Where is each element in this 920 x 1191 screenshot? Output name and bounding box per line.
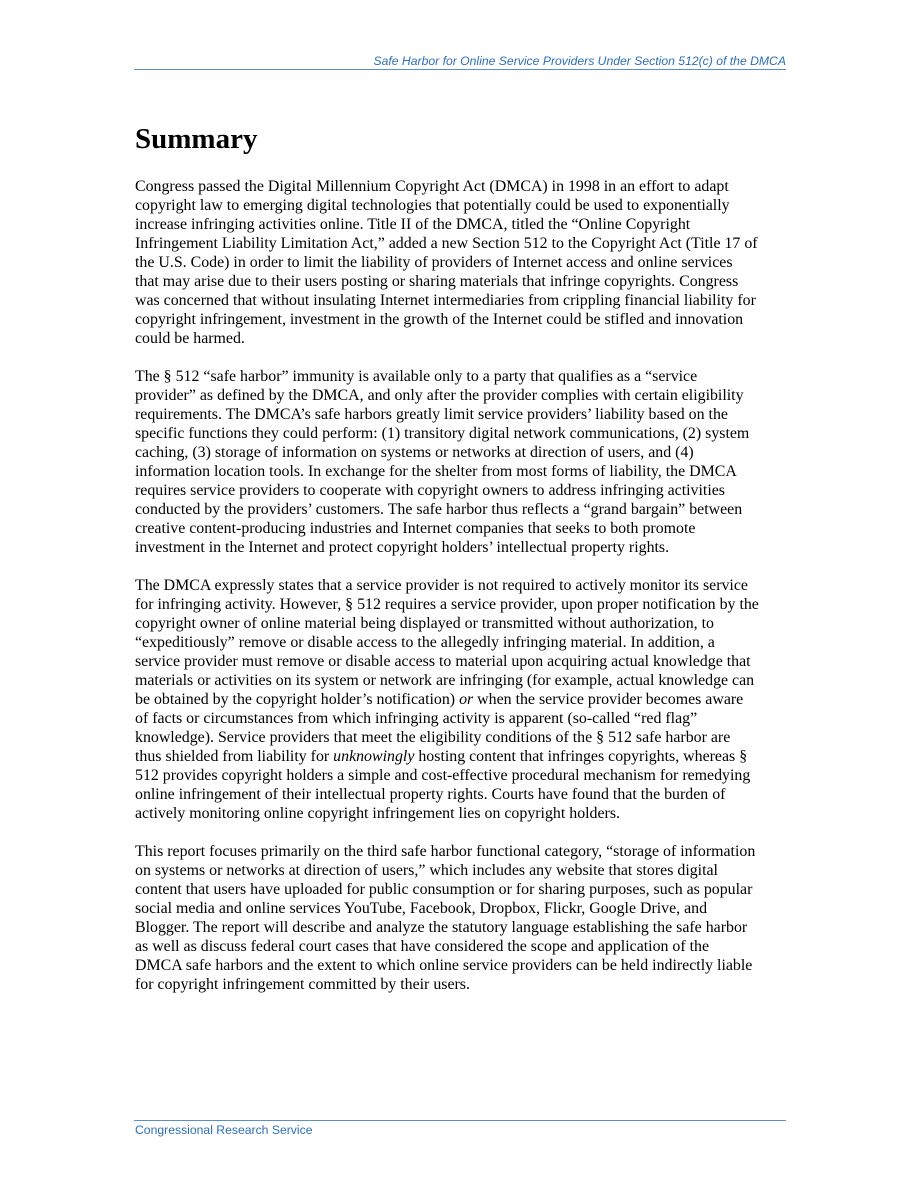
text-line: [135, 614, 790, 633]
text-line: [135, 785, 790, 804]
text-line: [135, 367, 790, 386]
paragraph: [135, 842, 790, 994]
text-run: 512 provides copyright holders a simple and cost-effective procedural mechanism for remedying: [135, 767, 751, 784]
text-line: [135, 804, 790, 823]
text-run: social media and online services YouTube, Facebook, Dropbox, Flickr, Google Drive, and: [135, 900, 708, 917]
text-line: [135, 766, 790, 785]
text-run: investment in the Internet and protect copyright holders’ intellectual property rights.: [135, 539, 670, 556]
text-line: [135, 861, 790, 880]
text-run: when the service provider becomes aware: [473, 691, 744, 708]
text-run: requires service providers to cooperate with copyright owners to address infringing activities: [135, 482, 725, 499]
text-run: be obtained by the copyright holder’s notification): [135, 691, 460, 708]
header-rule: [134, 69, 786, 70]
text-line: [135, 899, 790, 918]
text-run: for copyright infringement committed by their users.: [135, 976, 470, 993]
text-run: thus shielded from liability for: [135, 748, 334, 765]
text-run: copyright law to emerging digital technologies that potentially could be used to exponentially: [135, 197, 730, 214]
running-footer: Congressional Research Service: [135, 1123, 313, 1137]
text-line: [135, 310, 790, 329]
text-line: [135, 918, 790, 937]
text-line: [135, 937, 790, 956]
text-line: [135, 405, 790, 424]
text-run: for infringing activity. However, § 512 requires a service provider, upon proper notification by the: [135, 596, 759, 613]
text-run: that may arise due to their users posting or sharing materials that infringe copyrights. Congress: [135, 273, 739, 290]
text-run: was concerned that without insulating Internet intermediaries from crippling financial liability for: [135, 292, 756, 309]
text-run: online infringement of their intellectual property rights. Courts have found that the burden of: [135, 786, 726, 803]
text-line: [135, 652, 790, 671]
text-line: [135, 215, 790, 234]
text-line: [135, 462, 790, 481]
paragraph: [135, 576, 790, 823]
text-run: conducted by the providers’ customers. The safe harbor thus reflects a “grand bargain” between: [135, 501, 743, 518]
text-run: This report focuses primarily on the third safe harbor functional category, “storage of information: [135, 843, 756, 860]
text-run: The § 512 “safe harbor” immunity is available only to a party that qualifies as a “service: [135, 368, 698, 385]
text-run: content that users have uploaded for public consumption or for sharing purposes, such as popular: [135, 881, 753, 898]
text-line: [135, 519, 790, 538]
text-line: [135, 747, 790, 766]
text-line: [135, 709, 790, 728]
text-line: [135, 633, 790, 652]
text-line: [135, 481, 790, 500]
section-heading: Summary: [135, 123, 258, 155]
text-run: Infringement Liability Limitation Act,” added a new Section 512 to the Copyright Act (Title 17 of: [135, 235, 758, 252]
text-run: copyright infringement, investment in the growth of the Internet could be stifled and innovation: [135, 311, 744, 328]
text-run: DMCA safe harbors and the extent to which online service providers can be held indirectly liable: [135, 957, 753, 974]
text-run: as well as discuss federal court cases that have considered the scope and application of the: [135, 938, 710, 955]
text-line: [135, 690, 790, 709]
text-line: [135, 291, 790, 310]
text-line: [135, 975, 790, 994]
text-line: [135, 842, 790, 861]
text-run: actively monitoring online copyright infringement lies on copyright holders.: [135, 805, 621, 822]
text-run: information location tools. In exchange for the shelter from most forms of liability, the DMCA: [135, 463, 737, 480]
text-run: creative content-producing industries and Internet companies that seeks to both promote: [135, 520, 696, 537]
text-run: could be harmed.: [135, 330, 245, 347]
text-run: increase infringing activities online. Title II of the DMCA, titled the “Online Copyright: [135, 216, 691, 233]
text-line: [135, 272, 790, 291]
text-line: [135, 500, 790, 519]
text-run: “expeditiously” remove or disable access to the allegedly infringing material. In addition, a: [135, 634, 715, 651]
text-run: caching, (3) storage of information on systems or networks at direction of users, and (4): [135, 444, 694, 461]
text-run: The DMCA expressly states that a service provider is not required to actively monitor its service: [135, 577, 748, 594]
text-line: [135, 386, 790, 405]
text-run: knowledge). Service providers that meet the eligibility conditions of the § 512 safe harbor are: [135, 729, 731, 746]
text-run: provider” as defined by the DMCA, and only after the provider complies with certain eligibility: [135, 387, 744, 404]
running-header: Safe Harbor for Online Service Providers Under Section 512(c) of the DMCA: [373, 54, 786, 68]
text-run: materials or activities on its system or network are infringing (for example, actual knowledge can: [135, 672, 755, 689]
text-run: Blogger. The report will describe and analyze the statutory language establishing the safe harbor: [135, 919, 748, 936]
text-run: specific functions they could perform: (1) transitory digital network communications, (2) system: [135, 425, 750, 442]
text-run: copyright owner of online material being displayed or transmitted without authorization, to: [135, 615, 714, 632]
paragraph: [135, 177, 790, 348]
text-run: service provider must remove or disable access to material upon acquiring actual knowledge that: [135, 653, 751, 670]
text-line: [135, 424, 790, 443]
summary-body: [135, 177, 790, 1013]
text-run: requirements. The DMCA’s safe harbors greatly limit service providers’ liability based on the: [135, 406, 728, 423]
text-run: the U.S. Code) in order to limit the liability of providers of Internet access and online services: [135, 254, 733, 271]
text-line: [135, 538, 790, 557]
text-line: [135, 880, 790, 899]
footer-rule: [134, 1120, 786, 1121]
text-line: [135, 234, 790, 253]
italic-text: or: [459, 691, 474, 708]
text-run: of facts or circumstances from which infringing activity is apparent (so-called “red flag”: [135, 710, 698, 727]
text-line: [135, 443, 790, 462]
text-line: [135, 595, 790, 614]
text-line: [135, 177, 790, 196]
text-line: [135, 329, 790, 348]
text-line: [135, 576, 790, 595]
text-line: [135, 956, 790, 975]
text-line: [135, 196, 790, 215]
text-run: hosting content that infringes copyrights, whereas §: [414, 748, 748, 765]
text-line: [135, 671, 790, 690]
italic-text: unknowingly: [333, 748, 415, 765]
text-line: [135, 253, 790, 272]
text-run: Congress passed the Digital Millennium Copyright Act (DMCA) in 1998 in an effort to adapt: [135, 178, 729, 195]
text-line: [135, 728, 790, 747]
text-run: on systems or networks at direction of users,” which includes any website that stores digital: [135, 862, 718, 879]
paragraph: [135, 367, 790, 557]
